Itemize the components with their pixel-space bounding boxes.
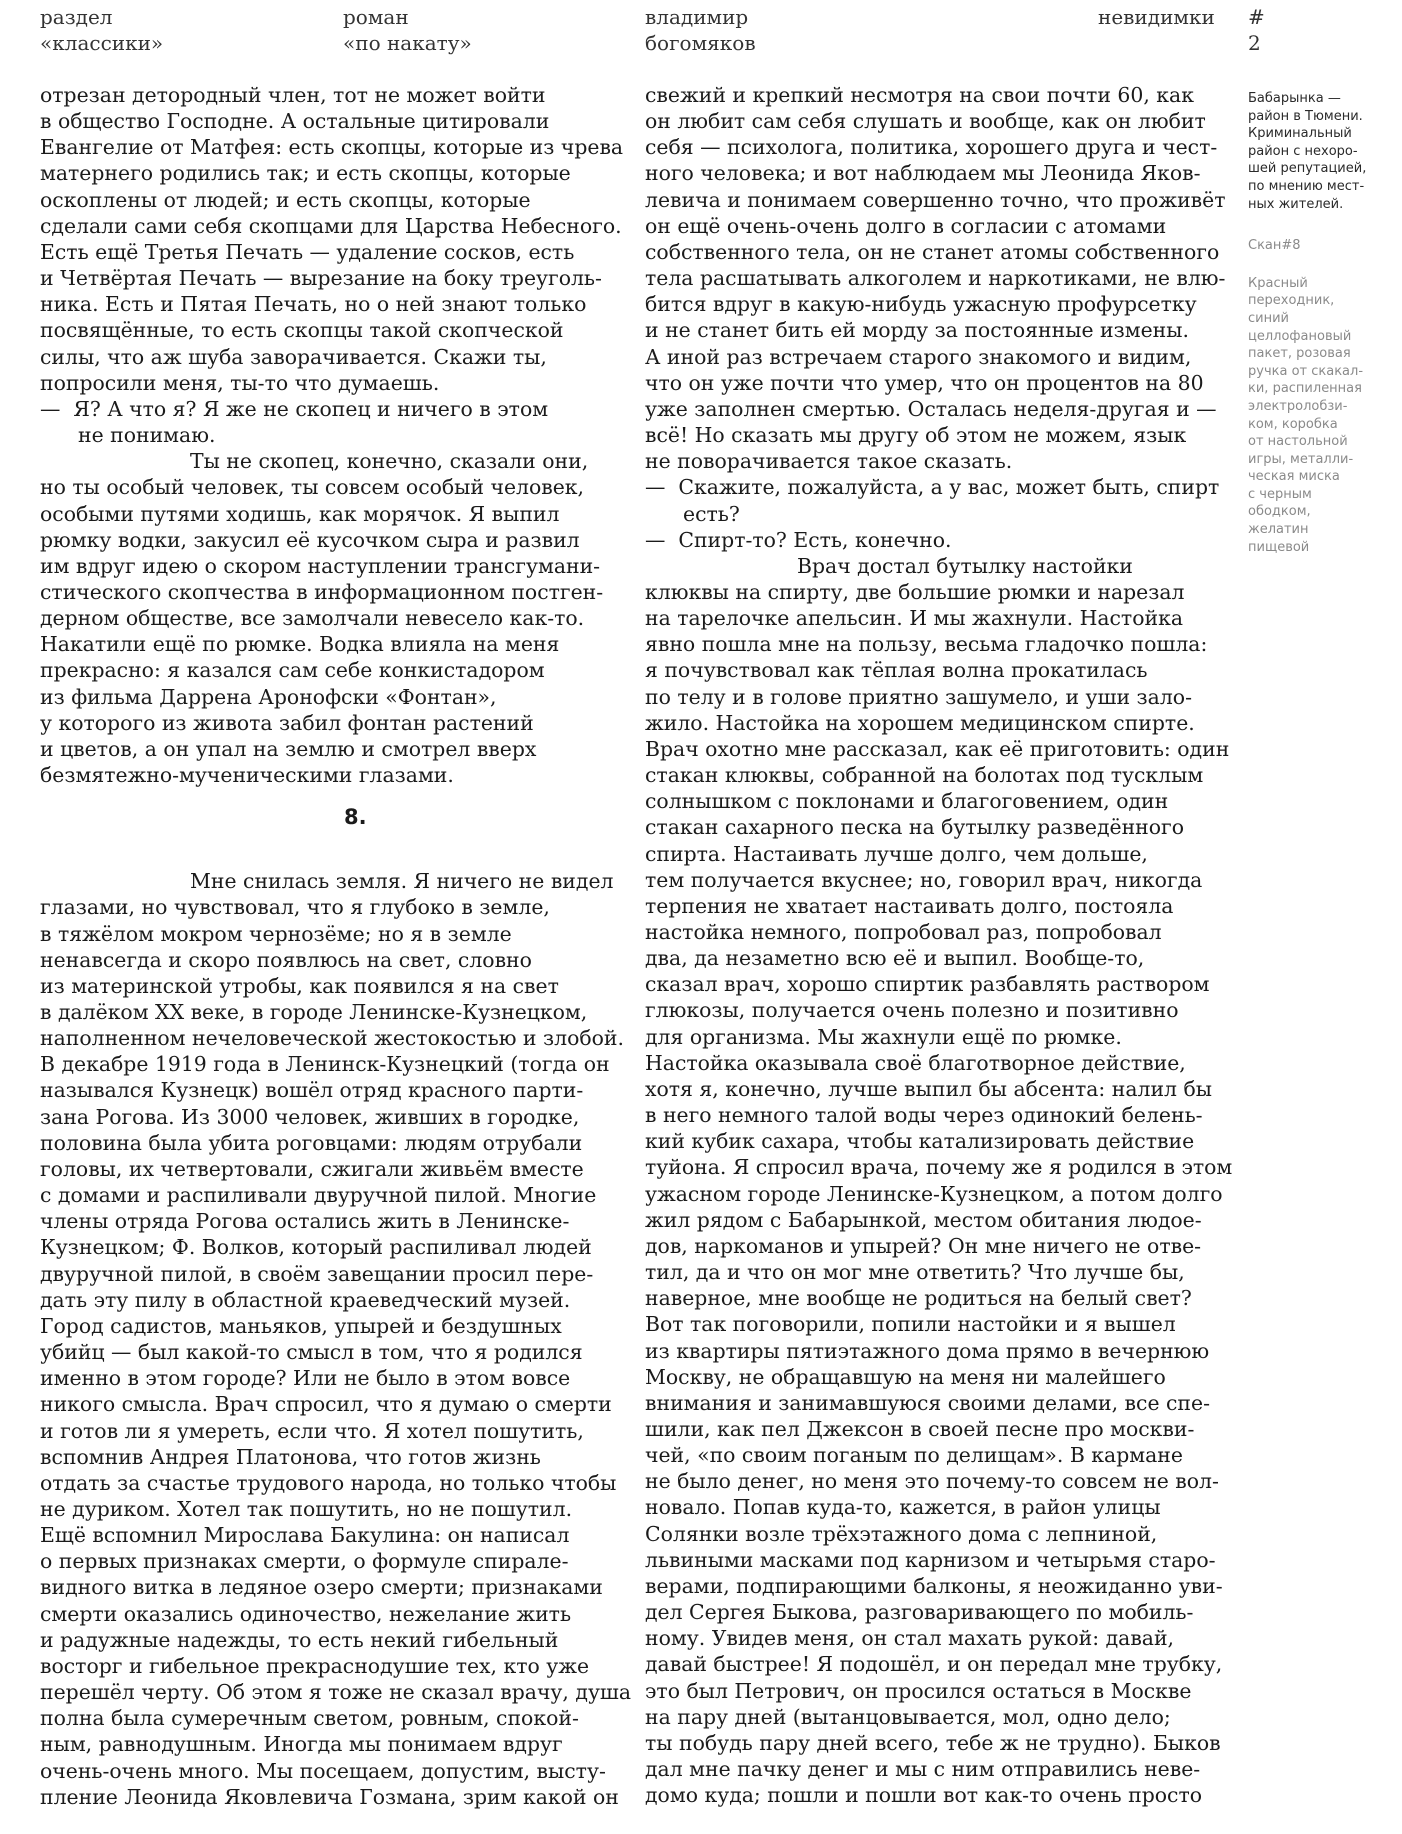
text-line: вспомнив Андрея Платонова, что готов жизнь <box>40 1444 541 1469</box>
text-line: в далёком XX веке, в городе Ленинске-Кузнецком, <box>40 1000 588 1024</box>
margin-note-line: от настольной <box>1248 434 1348 450</box>
text-line: А иной раз встречаем старого знакомого и видим, <box>645 344 1192 369</box>
dialogue-line: — Скажите, пожалуйста, а у вас, может быть, спирт <box>645 475 1220 500</box>
text-line: это был Петрович, он просился остаться в Москве <box>645 1678 1192 1703</box>
text-line: ужасном городе Ленинске-Кузнецком, а потом долго <box>645 1181 1223 1206</box>
text-line: Евангелие от Матфея: есть скопцы, которые из чрева <box>40 135 624 160</box>
paragraph-start: Врач достал бутылку настойки <box>797 553 1133 578</box>
margin-note-line: ком, коробка <box>1248 416 1338 432</box>
paragraph-start: Ты не скопец, конечно, сказали они, <box>190 449 589 474</box>
text-line: спирта. Настаивать лучше долго, чем дольше, <box>645 841 1148 866</box>
text-line: ному. Увидев меня, он стал махать рукой: давай, <box>645 1626 1175 1651</box>
header-section-label: раздел <box>40 5 113 29</box>
text-line: всё! Но сказать мы другу об этом не можем, язык <box>645 423 1187 448</box>
text-line: кий кубик сахара, чтобы катализировать действие <box>645 1129 1195 1154</box>
margin-note-line: переходник, <box>1248 293 1335 309</box>
text-line: Город садистов, маньяков, упырей и бездушных <box>40 1313 562 1338</box>
text-line: с домами и распиливали двуручной пилой. Многие <box>40 1183 597 1208</box>
text-line: он ещё очень-очень долго в согласии с атомами <box>645 213 1167 238</box>
text-line: на тарелочке апельсин. И мы жахнули. Настойка <box>645 606 1183 631</box>
text-line: терпения не хватает настаивать долго, постояла <box>645 893 1174 918</box>
text-line: тил, да и что он мог мне ответить? Что лучше бы, <box>645 1260 1185 1285</box>
text-line: клюквы на спирту, две большие рюмки и нарезал <box>645 579 1185 604</box>
header-novel-label: роман <box>343 5 409 29</box>
text-line: новало. Попав куда-то, кажется, в район улицы <box>645 1495 1161 1520</box>
text-line: наполненном нечеловеческой жестокостью и злобой. <box>40 1026 624 1051</box>
text-line: зана Рогова. Из 3000 человек, живших в городке, <box>40 1104 580 1129</box>
text-line: перешёл черту. Об этом я тоже не сказал врачу, душа <box>40 1680 632 1705</box>
text-line: на пару дней (вытанцовывается, мол, одно дело; <box>645 1704 1171 1729</box>
text-line: в тяжёлом мокром чернозёме; но я в земле <box>40 921 512 946</box>
text-line: силы, что аж шуба заворачивается. Скажи ты, <box>40 344 547 369</box>
margin-note-line: ручка от скакал- <box>1248 363 1364 379</box>
text-line: левича и понимаем совершенно точно, что проживёт <box>645 187 1226 212</box>
margin-note-line: электролобзи- <box>1248 398 1348 414</box>
text-line: дов, наркоманов и упырей? Он мне ничего не отве- <box>645 1233 1202 1258</box>
text-line: отрезан детородный член, тот не может войти <box>40 83 546 107</box>
margin-note-scan-items <box>1248 275 1388 557</box>
text-line: дать эту пилу в областной краеведческий музей. <box>40 1287 571 1312</box>
text-line: дал мне пачку денег и мы с ним отправились неве- <box>645 1757 1201 1781</box>
text-line: оскоплены от людей; и есть скопцы, которые <box>40 187 531 212</box>
text-line: и цветов, а он упал на землю и смотрел вверх <box>40 736 537 761</box>
text-line: Настойка оказывала своё благотворное действие, <box>645 1050 1186 1075</box>
text-line: внимания и занимавшуюся своими делами, все спе- <box>645 1390 1210 1415</box>
dialogue-line: — Я? А что я? Я же не скопец и ничего в этом <box>40 396 549 421</box>
text-line: стического скопчества в информационном постген- <box>40 579 604 604</box>
text-line: настойка немного, попробовал раз, попробовал <box>645 920 1162 944</box>
text-line: назывался Кузнецк) вошёл отряд красного парти- <box>40 1078 584 1103</box>
text-line: по телу и в голове приятно зашумело, и уши зало- <box>645 684 1192 709</box>
margin-note-line: район в Тюмени. <box>1248 108 1363 124</box>
text-line: что он уже почти что умер, что он процентов на 80 <box>645 370 1204 395</box>
text-line: посвящённые, то есть скопцы такой скопческой <box>40 318 564 343</box>
margin-note-line: Бабарынка — <box>1248 91 1341 106</box>
text-line: тем получается вкуснее; но, говорил врач, никогда <box>645 867 1203 892</box>
text-line: он любит сам себя слушать и вообще, как он любит <box>645 109 1206 134</box>
text-line: для организма. Мы жахнули ещё по рюмке. <box>645 1024 1122 1049</box>
margin-note-line: с черным <box>1248 486 1312 502</box>
margin-note-line: ки, распиленная <box>1248 381 1362 397</box>
text-line: и не станет бить ей морду за постоянные измены. <box>645 318 1189 343</box>
text-line: у которого из живота забил фонтан растений <box>40 710 534 735</box>
margin-note-line: Криминальный <box>1248 126 1352 142</box>
margin-note-line: Красный <box>1248 275 1308 291</box>
text-line: Москву, не обращавшую на меня ни малейшего <box>645 1364 1166 1389</box>
text-line: и готов ли я умереть, если что. Я хотел пошутить, <box>40 1418 584 1443</box>
text-line: глазами, но чувствовал, что я глубоко в земле, <box>40 895 550 920</box>
header-issue-hash: # <box>1248 5 1265 29</box>
header-section <box>40 4 163 56</box>
header-author-first: владимир <box>645 5 749 29</box>
header-section-value: «классики» <box>40 31 164 55</box>
text-line: не поворачивается такое сказать. <box>645 449 1013 474</box>
text-line: именно в этом городе? Или не было в этом вовсе <box>40 1366 571 1391</box>
paragraph-start: Мне снилась земля. Я ничего не видел <box>190 869 614 894</box>
right-column <box>645 82 1240 1808</box>
text-line: двуручной пилой, в своём завещании просил пере- <box>40 1261 594 1286</box>
text-line: себя — психолога, политика, хорошего друга и чест- <box>645 135 1218 160</box>
text-line: видного витка в ледяное озеро смерти; признаками <box>40 1575 603 1600</box>
margin-note-line: целлофановый <box>1248 328 1352 344</box>
margin-note-line: по мнению мест- <box>1248 178 1365 194</box>
text-line: верами, подпирающими балконы, я неожиданно уви- <box>645 1573 1223 1598</box>
margin-note-line: синий <box>1248 310 1289 326</box>
text-line: стакан клюквы, собранной на болотах под тусклым <box>645 763 1204 788</box>
margin-note-line: район с нехоро- <box>1248 143 1358 159</box>
header-issue <box>1248 4 1265 56</box>
text-line: домо куда; пошли и пошли вот как-то очень просто <box>645 1783 1203 1808</box>
text-line: рюмку водки, закусил её кусочком сыра и развил <box>40 527 580 552</box>
text-line: Ещё вспомнил Мирослава Бакулина: он написал <box>40 1523 570 1548</box>
text-line: я почувствовал как тёплая волна прокатилась <box>645 658 1148 683</box>
text-line: львиными масками под карнизом и четырьмя старо- <box>645 1547 1216 1572</box>
text-line: им вдруг идею о скором наступлении трансгумани- <box>40 553 601 578</box>
margin-note-line: игры, металли- <box>1248 451 1354 467</box>
text-line: из фильма Даррена Аронофски «Фонтан», <box>40 684 497 709</box>
text-line: В декабре 1919 года в Ленинск-Кузнецкий (тогда он <box>40 1052 610 1077</box>
text-line: безмятежно-мученическими глазами. <box>40 763 454 788</box>
margin-note-babarynka <box>1248 90 1388 213</box>
text-line: и радужные надежды, то есть некий гибельный <box>40 1627 559 1652</box>
chapter-number: 8. <box>344 805 367 830</box>
text-line: шили, как пел Джексон в своей песне про москви- <box>645 1416 1195 1441</box>
text-line: явно пошла мне на пользу, весьма гладочко пошла: <box>645 632 1208 657</box>
text-line: Вот так поговорили, попили настойки и я вышел <box>645 1312 1176 1337</box>
margin-note-line: ободком, <box>1248 504 1311 520</box>
text-line: не было денег, но меня это почему-то совсем не вол- <box>645 1469 1219 1494</box>
text-line: убийц — был какой-то смысл в том, что я родился <box>40 1340 583 1365</box>
text-line: смерти оказались одиночество, нежелание жить <box>40 1601 572 1626</box>
text-line: и Четвёртая Печать — вырезание на боку треуголь- <box>40 266 602 291</box>
text-line: прекрасно: я казался сам себе конкистадором <box>40 658 545 683</box>
margin-note-line: шей репутацией, <box>1248 161 1367 177</box>
text-line: хотя я, конечно, лучше выпил бы абсента: налил бы <box>645 1076 1212 1101</box>
text-line: солнышком с поклонами и благоговением, один <box>645 789 1169 814</box>
margin-note-line: ческая миска <box>1248 469 1340 485</box>
text-line: восторг и гибельное прекраснодушие тех, кто уже <box>40 1653 590 1678</box>
header-novel <box>343 4 472 56</box>
header-author-last: богомяков <box>645 31 756 55</box>
text-line: ты побудь пару дней всего, тебе ж не трудно). Быков <box>645 1730 1221 1755</box>
text-line: никого смысла. Врач спросил, что я думаю о смерти <box>40 1392 612 1417</box>
header-author <box>645 4 756 56</box>
margin-note-line: пищевой <box>1248 539 1310 555</box>
header-series <box>1098 4 1215 30</box>
text-line: два, да незаметно всю её и выпил. Вообще-то, <box>645 946 1145 971</box>
text-line: ника. Есть и Пятая Печать, но о ней знают только <box>40 292 587 317</box>
text-line: из материнской утробы, как появился я на свет <box>40 973 559 998</box>
text-line: стакан сахарного песка на бутылку разведённого <box>645 815 1184 840</box>
text-line: давай быстрее! Я подошёл, и он передал мне трубку, <box>645 1652 1223 1677</box>
left-column <box>40 82 630 1810</box>
text-line: сказал врач, хорошо спиртик разбавлять раствором <box>645 972 1210 997</box>
text-line: Кузнецком; Ф. Волков, который распиливал людей <box>40 1235 592 1260</box>
dialogue-line-cont: есть? <box>683 501 740 526</box>
text-line: чей, «по своим поганым по делищам». В кармане <box>645 1443 1183 1468</box>
text-line: тела расшатывать алкоголем и наркотиками, не влю- <box>645 266 1226 291</box>
text-line: головы, их четвертовали, сжигали живьём вместе <box>40 1156 584 1181</box>
margin-note-line: ных жителей. <box>1248 196 1344 212</box>
dialogue-line-cont: не понимаю. <box>78 423 216 448</box>
running-header <box>0 4 1402 56</box>
text-line: дерном обществе, все замолчали невесело как-то. <box>40 606 585 631</box>
header-series-value: невидимки <box>1098 5 1215 29</box>
text-line: из квартиры пятиэтажного дома прямо в вечернюю <box>645 1338 1210 1363</box>
text-line: ненавсегда и скоро появлюсь на свет, словно <box>40 947 532 972</box>
margin-note-line: пакет, розовая <box>1248 346 1351 362</box>
text-line: отдать за счастье трудового народа, но только чтобы <box>40 1470 617 1495</box>
text-line: половина была убита роговцами: людям отрубали <box>40 1130 583 1155</box>
dialogue-line: — Спирт-то? Есть, конечно. <box>645 527 952 552</box>
header-novel-value: «по накату» <box>343 31 472 55</box>
text-line: ного человека; и вот наблюдаем мы Леонида Яков- <box>645 161 1201 186</box>
text-line: в общество Господне. А остальные цитировали <box>40 109 550 134</box>
text-line: жил рядом с Бабарынкой, местом обитания людое- <box>645 1207 1202 1232</box>
text-line: бится вдруг в какую-нибудь ужасную профурсетку <box>645 292 1197 317</box>
text-line: ным, равнодушным. Иногда мы понимаем вдруг <box>40 1732 563 1757</box>
text-line: особыми путями ходишь, как морячок. Я выпил <box>40 501 560 526</box>
text-line: но ты особый человек, ты совсем особый человек, <box>40 475 585 500</box>
text-line: Солянки возле трёхэтажного дома с лепниной, <box>645 1521 1158 1546</box>
text-line: Накатили ещё по рюмке. Водка влияла на меня <box>40 632 560 657</box>
scan-label: Скан#8 <box>1248 238 1301 254</box>
text-line: жило. Настойка на хорошем медицинском спирте. <box>645 710 1195 735</box>
text-line: глюкозы, получается очень полезно и позитивно <box>645 998 1179 1023</box>
text-line: свежий и крепкий несмотря на свои почти 60, как <box>645 83 1194 107</box>
text-line: туйона. Я спросил врача, почему же я родился в этом <box>645 1155 1233 1180</box>
text-line: о первых признаках смерти, о формуле спирале- <box>40 1549 569 1574</box>
text-line: наверное, мне вообще не родиться на белый свет? <box>645 1286 1192 1311</box>
text-line: пление Леонида Яковлевича Гозмана, зрим какой он <box>40 1784 619 1809</box>
text-line: дел Сергея Быкова, разговаривающего по мобиль- <box>645 1600 1194 1625</box>
text-line: полна была сумеречным светом, ровным, спокой- <box>40 1706 579 1731</box>
text-line: в него немного талой воды через одинокий белень- <box>645 1103 1203 1128</box>
text-line: Есть ещё Третья Печать — удаление сосков, есть <box>40 239 575 264</box>
margin-notes <box>1248 90 1388 556</box>
header-issue-number: 2 <box>1248 31 1261 55</box>
text-line: члены отряда Рогова остались жить в Ленинске- <box>40 1209 570 1234</box>
text-line: сделали сами себя скопцами для Царства Небесного. <box>40 213 622 238</box>
margin-note-line: желатин <box>1248 522 1309 538</box>
text-line: уже заполнен смертью. Осталась неделя-другая и — <box>645 396 1217 421</box>
text-line: Врач охотно мне рассказал, как её приготовить: один <box>645 736 1230 761</box>
text-line: очень-очень много. Мы посещаем, допустим, высту- <box>40 1758 606 1783</box>
text-line: не дуриком. Хотел так пошутить, но не пошутил. <box>40 1496 573 1521</box>
text-line: собственного тела, он не станет атомы собственного <box>645 239 1220 264</box>
text-line: матернего родились так; и есть скопцы, которые <box>40 161 571 186</box>
text-line: попросили меня, ты-то что думаешь. <box>40 370 440 395</box>
